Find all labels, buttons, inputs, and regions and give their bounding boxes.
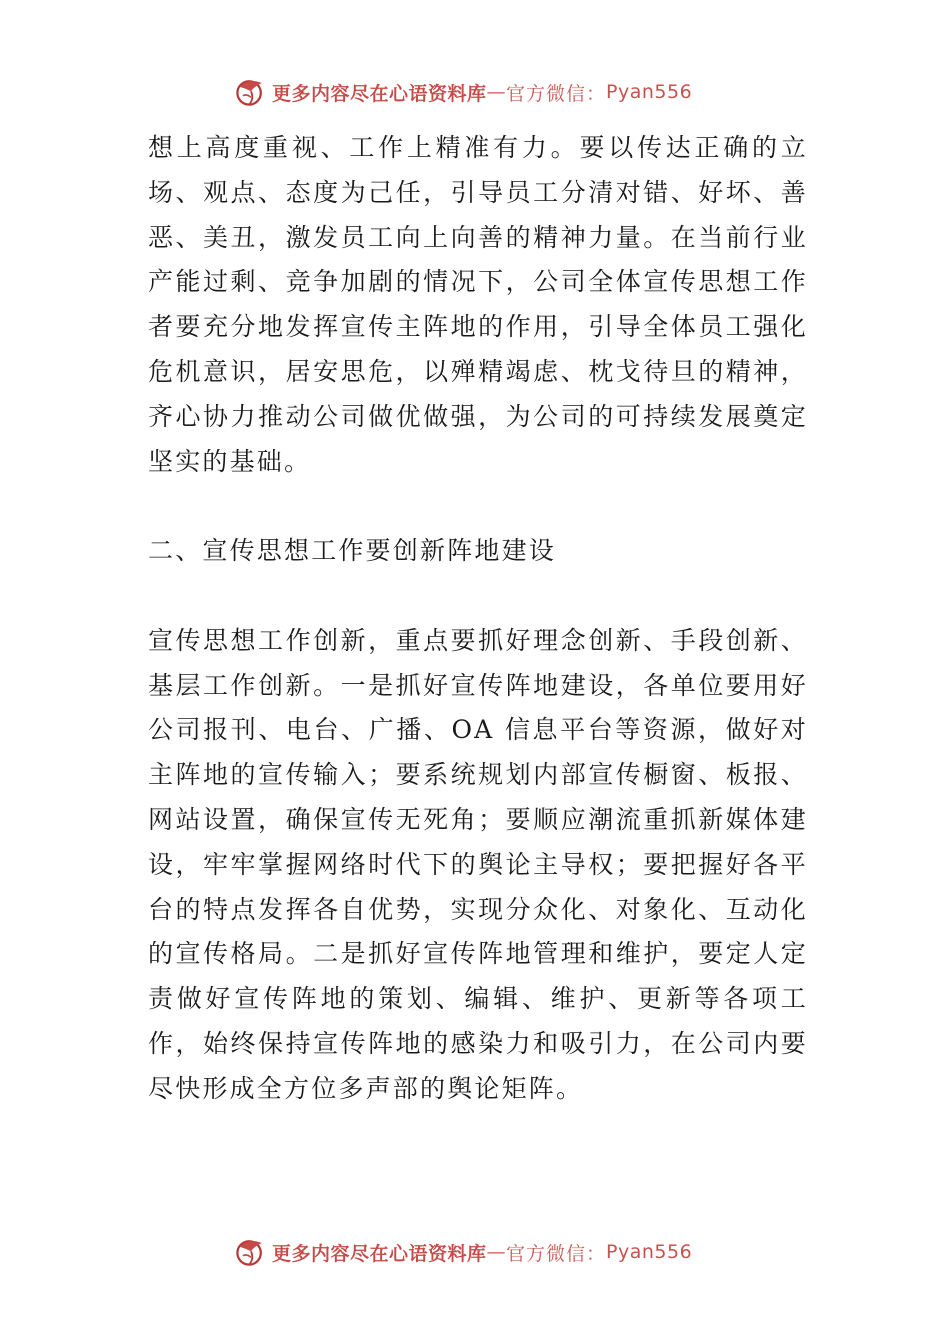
banner-title: 更多内容尽在心语资料库	[272, 1242, 487, 1265]
banner-separator: —	[486, 1241, 507, 1263]
banner-separator: —	[486, 81, 507, 103]
paragraph-spacer	[148, 574, 808, 619]
paragraph-1: 想上高度重视、工作上精准有力。要以传达正确的立场、观点、态度为己任，引导员工分清对错、好坏、善恶、美丑，激发员工向上向善的精神力量。在当前行业产能过剩、竞争加剧的情况下，公司全体宣传思想工作者要充分地发挥宣传主阵地的作用，引导全体员工强化危机意识，居安思危，以殚精竭虑、枕戈待旦的精神，齐心协力推动公司做优做强，为公司的可持续发展奠定坚实的基础。	[148, 133, 808, 476]
header-banner	[232, 72, 752, 112]
flower-logo-icon	[232, 74, 268, 110]
banner-wechat-id: Pyan556	[606, 1241, 693, 1263]
footer-banner	[232, 1232, 752, 1272]
flower-logo-icon	[232, 1234, 268, 1270]
banner-wechat-id: Pyan556	[606, 81, 693, 103]
document-body	[148, 126, 808, 1112]
banner-wechat-label: 官方微信：	[506, 82, 607, 105]
banner-title: 更多内容尽在心语资料库	[272, 82, 487, 105]
paragraph-2: 宣传思想工作创新，重点要抓好理念创新、手段创新、基层工作创新。一是抓好宣传阵地建设，各单位要用好公司报刊、电台、广播、OA 信息平台等资源，做好对主阵地的宣传输入；要系统规划内部宣传橱窗、板报、网站设置，确保宣传无死角；要顺应潮流重抓新媒体建设，牢牢掌握网络时代下的舆论主导权；要把握好各平台的特点发挥各自优势，实现分众化、对象化、互动化的宣传格局。二是抓好宣传阵地管理和维护，要定人定责做好宣传阵地的策划、编辑、维护、更新等各项工作，始终保持宣传阵地的感染力和吸引力，在公司内要尽快形成全方位多声部的舆论矩阵。	[148, 625, 808, 1103]
section-heading-2: 二、宣传思想工作要创新阵地建设	[148, 536, 557, 566]
banner-wechat-label: 官方微信：	[506, 1242, 607, 1265]
paragraph-spacer	[148, 484, 808, 529]
